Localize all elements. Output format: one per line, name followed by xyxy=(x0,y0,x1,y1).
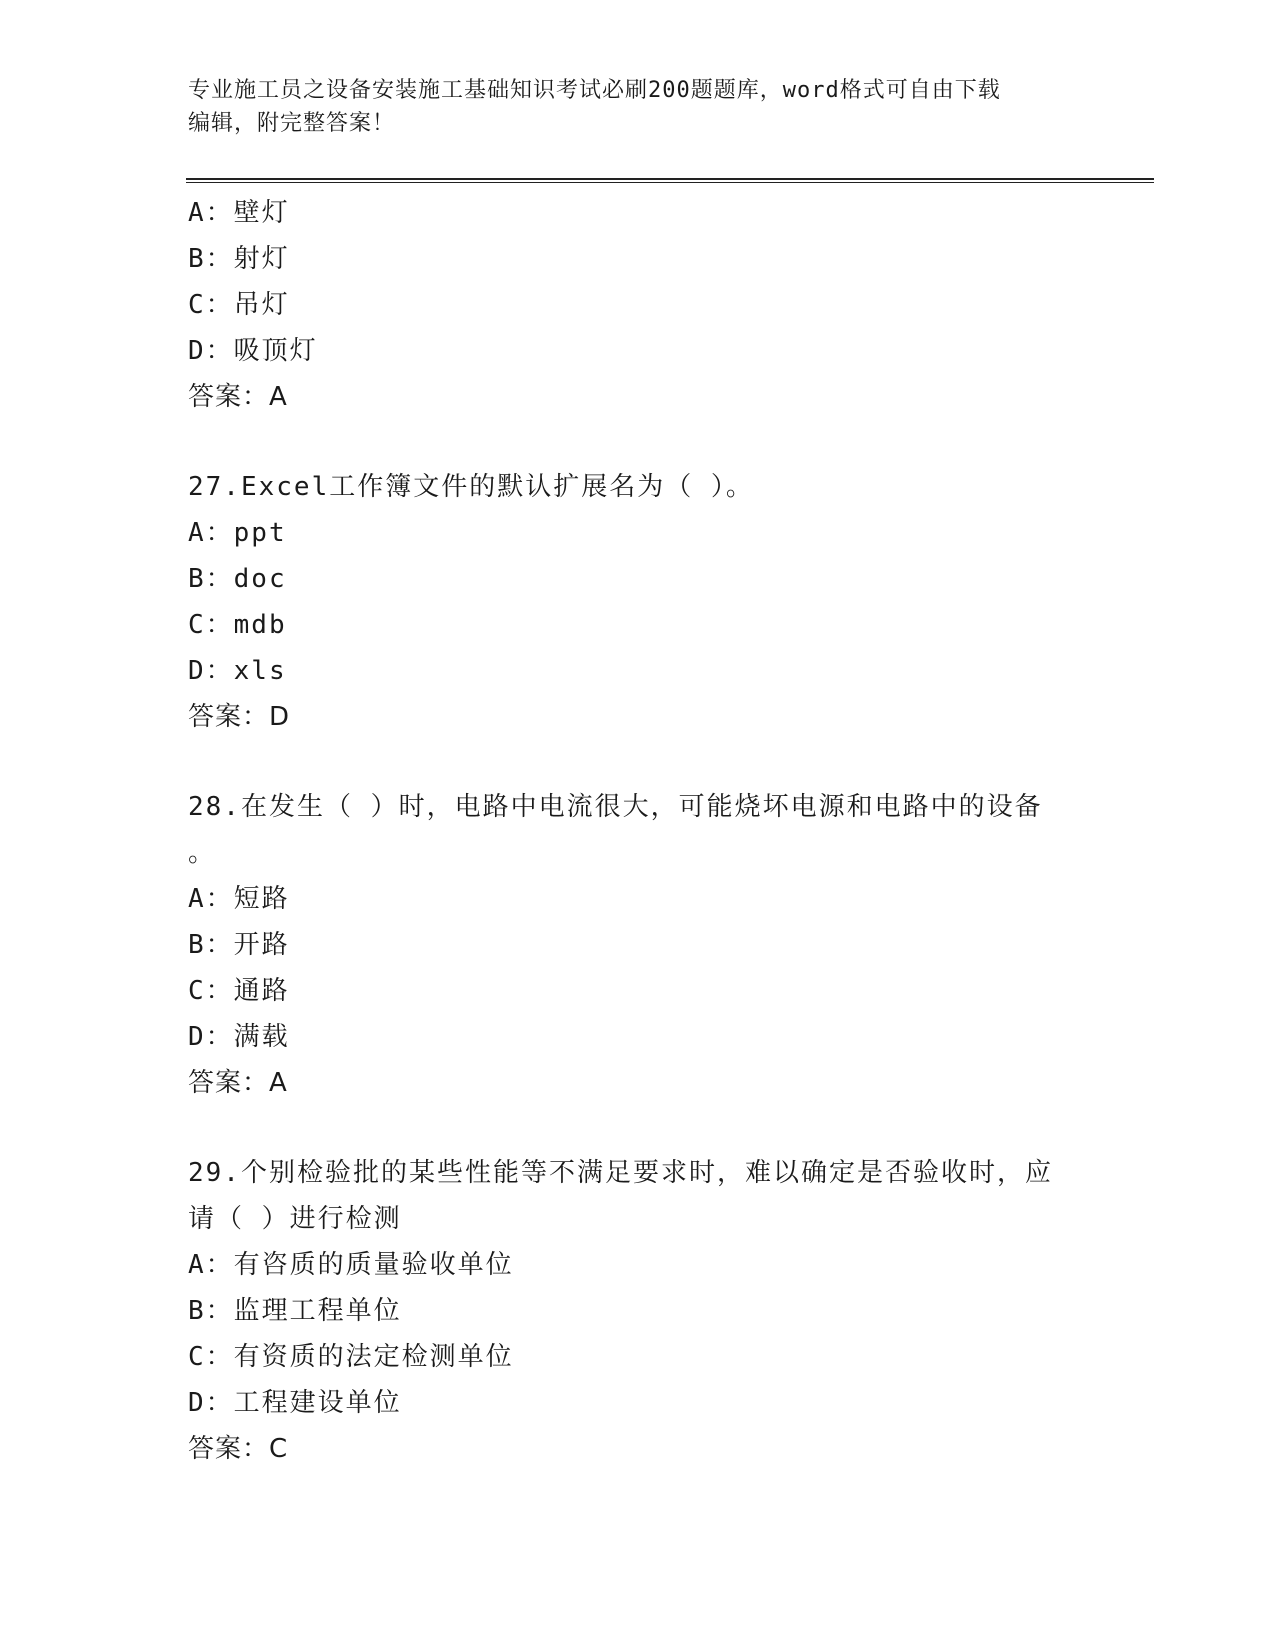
option-c: C：mdb xyxy=(188,610,287,640)
option-c: C：通路 xyxy=(188,976,290,1006)
option-b: B：监理工程单位 xyxy=(188,1296,402,1326)
spacer xyxy=(188,1106,1128,1150)
answer-line: 答案：A xyxy=(188,382,288,412)
question-28 xyxy=(188,784,1128,1106)
question-29 xyxy=(188,1150,1128,1472)
question-27 xyxy=(188,464,1128,740)
answer-line: 答案：D xyxy=(188,702,291,732)
header-line-1: 专业施工员之设备安装施工基础知识考试必刷200题题库，word格式可自由下载 xyxy=(188,78,1001,103)
option-d: D：吸顶灯 xyxy=(188,336,318,366)
option-b: B：射灯 xyxy=(188,244,290,274)
question-stem-line-2: 请（ ）进行检测 xyxy=(188,1204,402,1234)
answer-line: 答案：C xyxy=(188,1434,289,1464)
option-a: A：有咨质的质量验收单位 xyxy=(188,1250,514,1280)
spacer xyxy=(188,740,1128,784)
answer-line: 答案：A xyxy=(188,1068,288,1098)
option-a: A：短路 xyxy=(188,884,290,914)
spacer xyxy=(188,420,1128,464)
option-a: A：壁灯 xyxy=(188,198,290,228)
question-list xyxy=(188,190,1128,1472)
question-stem: 27.Excel工作簿文件的默认扩展名为（ ）。 xyxy=(188,472,754,502)
option-b: B：doc xyxy=(188,564,287,594)
option-c: C：吊灯 xyxy=(188,290,290,320)
option-d: D：工程建设单位 xyxy=(188,1388,402,1418)
header-divider-thick xyxy=(186,178,1154,180)
option-d: D：满载 xyxy=(188,1022,290,1052)
option-c: C：有资质的法定检测单位 xyxy=(188,1342,514,1372)
question-stem-line-1: 29.个别检验批的某些性能等不满足要求时，难以确定是否验收时，应 xyxy=(188,1158,1053,1188)
header-divider-thin xyxy=(186,182,1154,183)
question-stem-line-2: 。 xyxy=(188,838,217,868)
option-b: B：开路 xyxy=(188,930,290,960)
question-stem-line-1: 28.在发生（ ）时，电路中电流很大，可能烧坏电源和电路中的设备 xyxy=(188,792,1043,822)
question-26 xyxy=(188,190,1128,420)
option-a: A：ppt xyxy=(188,518,287,548)
header-line-2: 编辑，附完整答案！ xyxy=(188,111,396,136)
option-d: D：xls xyxy=(188,656,287,686)
document-header xyxy=(188,74,1088,140)
